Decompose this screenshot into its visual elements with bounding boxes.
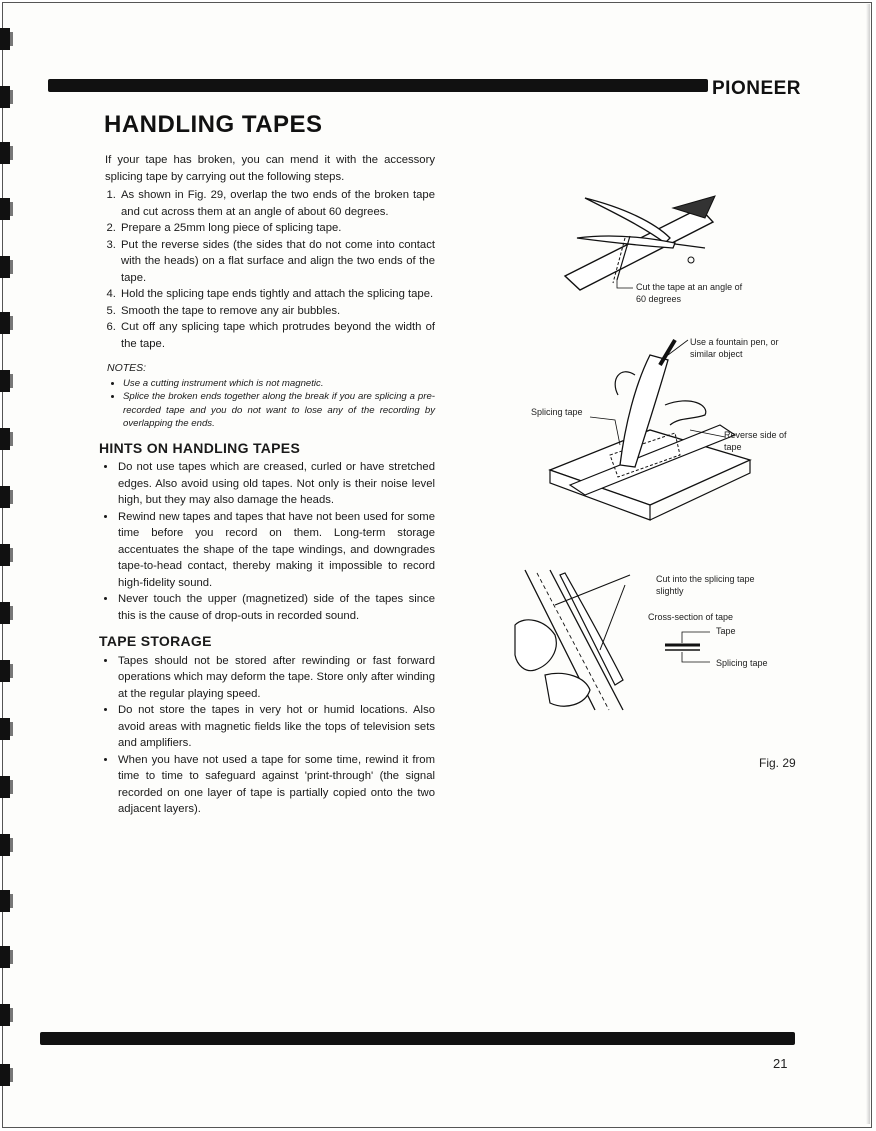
step-item: 3. Put the reverse sides (the sides that do not come into contact with the heads) on a flat surface and align the two ends of the tape.: [119, 237, 435, 287]
note-item: • Use a cutting instrument which is not magnetic.: [123, 377, 435, 391]
page-edge-shadow: [866, 4, 870, 1124]
reverse-side-label: Reverse side of tape: [724, 430, 787, 452]
storage-item: • When you have not used a tape for some time, rewind it from time to time to safeguard against 'print-through' (the signal recorded on one layer of tape is partially copied onto the two adjacent layers).: [117, 752, 435, 818]
step-item: 4. Hold the splicing tape ends tightly and attach the splicing tape.: [119, 286, 435, 303]
binding-hole: [0, 834, 10, 856]
page-number: 21: [773, 1056, 788, 1071]
binding-hole: [0, 946, 10, 968]
hint-item: • Do not use tapes which are creased, curled or have stretched edges. Also avoid using old tapes. Not only is their noise level high, but they may also damage the heads.: [117, 459, 435, 509]
storage-item: • Do not store the tapes in very hot or humid locations. Also avoid areas with magnetic fields like the tops of television sets and amplifiers.: [117, 702, 435, 752]
cross-section-diagram: [660, 628, 720, 668]
cut-into-label: Cut into the splicing tape slightly: [656, 574, 755, 596]
step-item: 5. Smooth the tape to remove any air bubbles.: [119, 303, 435, 320]
cross-section-label: Cross-section of tape: [648, 612, 734, 622]
binding-hole: [0, 142, 10, 164]
storage-list: [105, 653, 435, 818]
note-item: • Splice the broken ends together along the break if you are splicing a pre-recorded tape and you do not want to lose any of the recording by overlapping the ends.: [123, 390, 435, 431]
page-title: HANDLING TAPES: [104, 111, 323, 138]
binding-hole: [0, 776, 10, 798]
binding-hole: [0, 890, 10, 912]
step-item: 1. As shown in Fig. 29, overlap the two ends of the broken tape and cut across them at an angle of about 60 degrees.: [119, 187, 435, 220]
brand-logo: PIONEER: [712, 78, 802, 99]
cut-angle-label: Cut the tape at an angle of 60 degrees: [636, 282, 743, 304]
splicing-tape-label: Splicing tape: [531, 407, 583, 417]
steps-list: [105, 187, 435, 352]
binding-hole: [0, 256, 10, 278]
binding-hole: [0, 428, 10, 450]
binding-hole: [0, 198, 10, 220]
storage-heading: TAPE STORAGE: [99, 633, 212, 649]
binding-hole: [0, 370, 10, 392]
hints-list: [105, 459, 435, 624]
storage-item: • Tapes should not be stored after rewinding or fast forward operations which may deform the tape. Store only after winding at the regular playing speed.: [117, 653, 435, 703]
notes-list: [105, 377, 435, 431]
text-column: [99, 152, 435, 818]
tape-label: Tape: [716, 626, 736, 636]
intro-paragraph: If your tape has broken, you can mend it with the accessory splicing tape by carrying out the following steps.: [105, 154, 435, 183]
binding-hole: [0, 1064, 10, 1086]
binding-hole: [0, 602, 10, 624]
binding-hole: [0, 660, 10, 682]
trim-splice-illustration: [505, 565, 655, 715]
binding-hole: [0, 544, 10, 566]
binding-hole: [0, 86, 10, 108]
hints-heading: HINTS ON HANDLING TAPES: [99, 439, 301, 456]
step-item: 6. Cut off any splicing tape which protrudes beyond the width of the tape.: [119, 319, 435, 352]
hint-item: • Never touch the upper (magnetized) side of the tapes since this is the cause of drop-outs in recorded sound.: [117, 591, 435, 624]
splicing-press-illustration: [540, 335, 750, 530]
header-rule: [48, 79, 708, 92]
hint-item: • Rewind new tapes and tapes that have not been used for some time before you record on them. Long-term storage accentuates the shape of the tape windings, and downgrades tape-to-head contact, thereby making it impossible to record high-fidelity sound.: [117, 509, 435, 592]
fountain-pen-label: Use a fountain pen, or similar object: [690, 337, 779, 359]
step-item: 2. Prepare a 25mm long piece of splicing tape.: [119, 220, 435, 237]
binding-hole: [0, 718, 10, 740]
binding-hole: [0, 486, 10, 508]
splicing-tape-cross-label: Splicing tape: [716, 658, 768, 668]
footer-rule: [40, 1032, 795, 1045]
binding-hole: [0, 1004, 10, 1026]
figure-number: Fig. 29: [759, 756, 796, 770]
binding-hole: [0, 28, 10, 50]
binding-hole: [0, 312, 10, 334]
notes-heading: NOTES:: [107, 362, 147, 374]
